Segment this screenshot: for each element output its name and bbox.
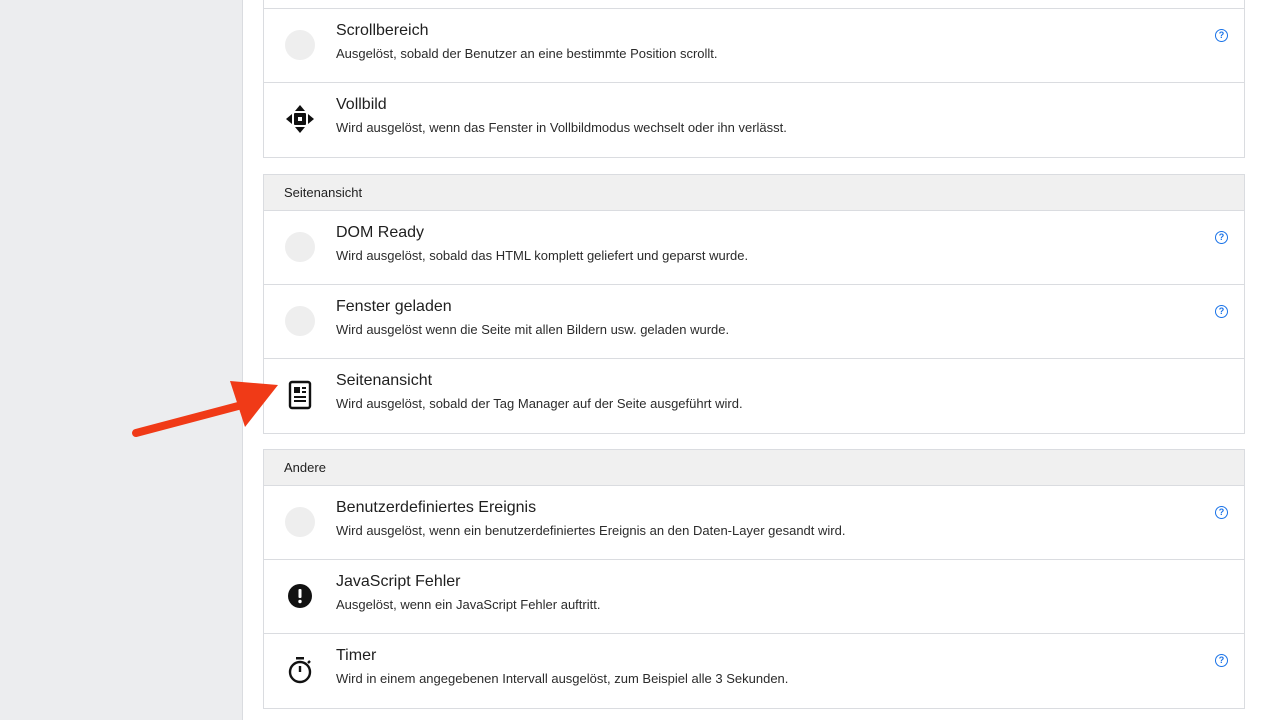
section-other — [263, 449, 1245, 709]
trigger-type-scroll-depth[interactable] — [264, 9, 1244, 83]
section-header: Andere — [264, 450, 1244, 486]
help-icon[interactable]: ? — [1215, 29, 1228, 42]
annotation-arrow-icon — [130, 375, 290, 445]
trigger-title: DOM Ready — [336, 224, 425, 241]
trigger-type-custom-event[interactable] — [264, 486, 1244, 560]
section-header: Seitenansicht — [264, 175, 1244, 211]
help-icon[interactable]: ? — [1215, 654, 1228, 667]
trigger-description: Wird in einem angegebenen Intervall ausgelöst, zum Beispiel alle 3 Sekunden. — [336, 671, 789, 686]
trigger-type-dom-ready[interactable] — [264, 211, 1244, 285]
trigger-description: Wird ausgelöst, wenn ein benutzerdefiniertes Ereignis an den Daten-Layer gesandt wird. — [336, 523, 846, 538]
stopwatch-icon — [285, 655, 315, 685]
placeholder-icon — [285, 306, 315, 336]
section-interaction — [263, 0, 1245, 158]
trigger-title: Timer — [336, 647, 377, 664]
error-exclamation-icon — [285, 581, 315, 611]
trigger-type-list — [242, 0, 1280, 720]
fullscreen-icon — [285, 104, 315, 134]
trigger-type-page-view[interactable] — [264, 359, 1244, 433]
help-icon[interactable]: ? — [1215, 305, 1228, 318]
trigger-title: Seitenansicht — [336, 372, 433, 389]
trigger-description: Wird ausgelöst, sobald der Tag Manager auf der Seite ausgeführt wird. — [336, 396, 743, 411]
trigger-title: JavaScript Fehler — [336, 573, 461, 590]
help-icon[interactable]: ? — [1215, 506, 1228, 519]
trigger-title: Fenster geladen — [336, 298, 452, 315]
section-pageview — [263, 174, 1245, 434]
trigger-type-window-loaded[interactable] — [264, 285, 1244, 359]
placeholder-icon — [285, 30, 315, 60]
trigger-description: Ausgelöst, sobald der Benutzer an eine bestimmte Position scrollt. — [336, 46, 718, 61]
placeholder-icon — [285, 232, 315, 262]
trigger-title: Scrollbereich — [336, 22, 429, 39]
trigger-description: Wird ausgelöst wenn die Seite mit allen Bildern usw. geladen wurde. — [336, 322, 730, 337]
trigger-description: Ausgelöst, wenn ein JavaScript Fehler auftritt. — [336, 597, 601, 612]
trigger-description: Wird ausgelöst, sobald das HTML komplett geliefert und geparst wurde. — [336, 248, 749, 263]
trigger-description: Wird ausgelöst, wenn das Fenster in Vollbildmodus wechselt oder ihn verlässt. — [336, 120, 787, 135]
trigger-type-javascript-error[interactable] — [264, 560, 1244, 634]
help-icon[interactable]: ? — [1215, 231, 1228, 244]
trigger-type-fullscreen[interactable] — [264, 83, 1244, 157]
placeholder-icon — [285, 507, 315, 537]
trigger-type-timer[interactable] — [264, 634, 1244, 708]
trigger-title: Vollbild — [336, 96, 387, 113]
trigger-title: Benutzerdefiniertes Ereignis — [336, 499, 537, 516]
